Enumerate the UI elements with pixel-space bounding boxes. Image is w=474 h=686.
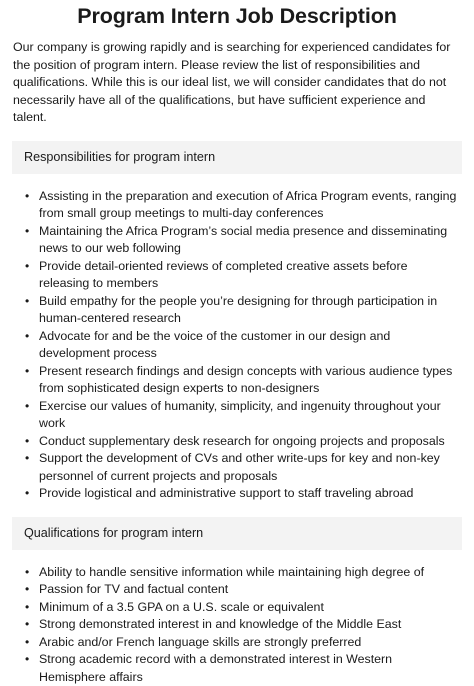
list-item [39,293,458,328]
list-item-text: Advocate for and be the voice of the customer in our design and development process [39,329,390,361]
bullet-icon: • [25,258,29,276]
list-item-text: Minimum of a 3.5 GPA on a U.S. scale or equivalent [39,600,324,614]
list-item [39,616,458,634]
list-item [39,651,458,686]
list-item-text: Exercise our values of humanity, simplicity, and ingenuity throughout your work [39,399,441,431]
bullet-icon: • [25,398,29,416]
list-item-text: Provide detail-oriented reviews of completed creative assets before releasing to members [39,259,407,291]
list-item-text: Build empathy for the people you’re designing for through participation in human-centered research [39,294,437,326]
list-item-text: Strong academic record with a demonstrated interest in Western Hemisphere affairs [39,652,392,684]
list-item [39,564,458,582]
list-item-text: Ability to handle sensitive information while maintaining high degree of [39,565,424,579]
list-item-text: Support the development of CVs and other write-ups for key and non-key personnel of current projects and proposals [39,451,440,483]
intro-paragraph: Our company is growing rapidly and is searching for experienced candidates for the position of program intern. Please review the list of responsibilities and qualifications. While this is our ideal list, we will consider candidates that do not necessarily have all of the qualifications, but have sufficient experience and talent. [12,39,462,127]
list-item [39,188,458,223]
bullet-icon: • [25,450,29,468]
list-item [39,258,458,293]
bullet-icon: • [25,581,29,599]
bullet-icon: • [25,485,29,503]
list-item [39,485,458,503]
bullet-icon: • [25,293,29,311]
list-item-text: Maintaining the Africa Program’s social media presence and disseminating news to our web following [39,224,447,256]
bullet-icon: • [25,223,29,241]
list-item-text: Conduct supplementary desk research for ongoing projects and proposals [39,434,445,448]
list-item [39,599,458,617]
qualifications-list [12,564,462,686]
qualifications-heading: Qualifications for program intern [12,517,462,550]
list-item [39,581,458,599]
responsibilities-list [12,188,462,503]
list-item [39,328,458,363]
bullet-icon: • [25,651,29,669]
bullet-icon: • [25,564,29,582]
bullet-icon: • [25,328,29,346]
bullet-icon: • [25,363,29,381]
bullet-icon: • [25,433,29,451]
list-item [39,450,458,485]
qualifications-section [12,517,462,686]
responsibilities-heading: Responsibilities for program intern [12,141,462,174]
list-item [39,223,458,258]
bullet-icon: • [25,599,29,617]
list-item-text: Strong demonstrated interest in and knowledge of the Middle East [39,617,401,631]
list-item [39,398,458,433]
list-item [39,634,458,652]
bullet-icon: • [25,188,29,206]
page-title: Program Intern Job Description [12,3,462,29]
list-item-text: Provide logistical and administrative support to staff traveling abroad [39,486,413,500]
list-item-text: Assisting in the preparation and execution of Africa Program events, ranging from small group meetings to multi-day conferences [39,189,456,221]
bullet-icon: • [25,616,29,634]
list-item-text: Arabic and/or French language skills are strongly preferred [39,635,361,649]
list-item [39,363,458,398]
list-item-text: Present research findings and design concepts with various audience types from sophisticated design experts to non-designers [39,364,452,396]
list-item [39,433,458,451]
list-item-text: Passion for TV and factual content [39,582,228,596]
bullet-icon: • [25,634,29,652]
